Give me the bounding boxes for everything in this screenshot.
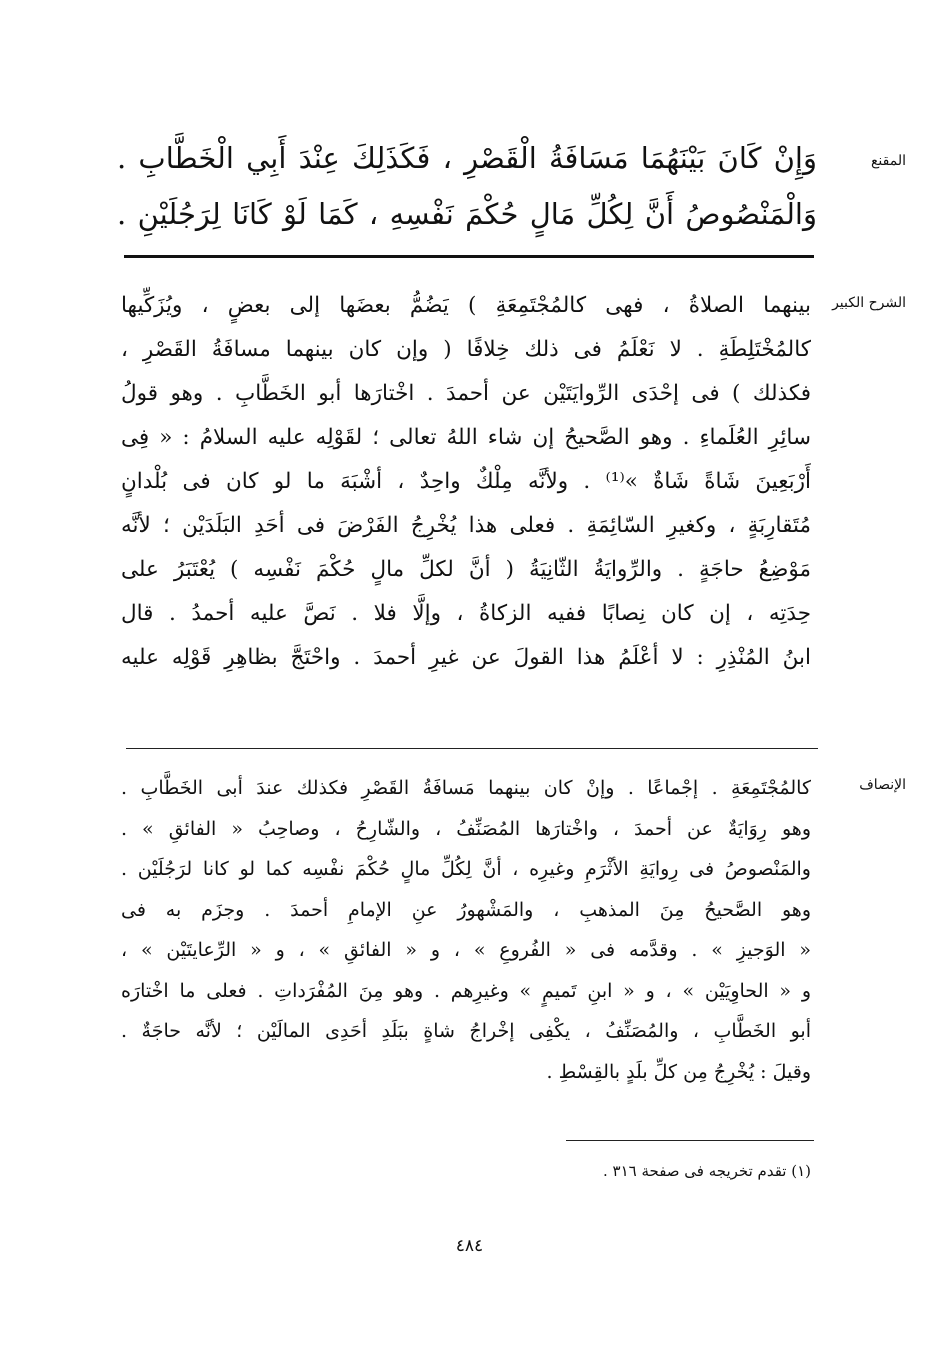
section-divider-thin [126, 748, 818, 749]
insaf-line: أبو الخَطَّابِ ، والمُصَنِّفُ ، يكْفِى إخْراجُ شاةٍ ببَلَدِ أحَدِى المالَيْن ؛ لأنَّه حاجَةٌ . [121, 1020, 811, 1042]
sharh-line: كالمُخْتَلِطَةِ . لا نَعْلَمُ فى ذلك خِلافًا ( وإن كان بينهما مسافَةُ القَصْرِ ، [121, 337, 811, 362]
muqni-text [117, 130, 817, 242]
sharh-line: ابنُ المُنْذِرِ : لا أعْلَمُ هذا القولَ عن غيرِ أحمدَ . واحْتَجَّ بظاهِرِ قَوْلِه عليه [121, 645, 811, 670]
insaf-text [121, 768, 811, 1092]
insaf-line: و « الحاوِيَيْن » ، و « ابنِ تَميمٍ » وغيرِهم . وهو مِنَ المُفْرَداتِ . فعلى ما اخْتارَه [121, 979, 811, 1002]
muqni-line: وَإِنْ كَانَ بَيْنَهُمَا مَسَافَةُ الْقَصْرِ ، فَكَذَلِكَ عِنْدَ أَبِي الْخَطَّابِ . [117, 141, 817, 175]
sharh-line: حِدَتِه ، إن كان نِصابًا ففيه الزكاةُ ، وإلَّا فلا . نَصَّ عليه أحمدُ . قال [121, 601, 811, 626]
sharh-line: مَوْضِعُ حاجَةٍ . والرِّوايَةُ الثّانِيَةُ ( أنَّ لكلِّ مالٍ حُكْمَ نَفْسِه ) يُعْتَبَرُ على [121, 557, 811, 582]
insaf-line: كالمُجْتَمِعَةِ . إجْماعًا . وإنْ كان بينهما مَسافَةُ القَصْرِ فكذلك عندَ أبى الخَطَّابِ . [121, 777, 811, 799]
insaf-line: « الوَجيزِ » . وقدَّمه فى « الفُروعِ » ، و « الفائقِ » ، و « الرِّعايتَيْن » ، [121, 939, 811, 961]
page-number: ٤٨٤ [455, 1236, 484, 1256]
sharh-text [121, 284, 811, 680]
insaf-line: والمَنْصوصُ فى رِوايَةِ الأثْرَمِ وغيرِه ، أنَّ لِكُلِّ مالٍ حُكْمَ نفْسِه كما لو كانا لرَجُلَيْن . [121, 858, 811, 880]
insaf-line: وهو رِوَايَةٌ عن أحمدَ ، واخْتارَها المُصَنِّفُ ، والشّارِحُ ، وصاحِبُ « الفائقِ » . [121, 817, 811, 840]
insaf-line: وقيلَ : يُخْرِجُ مِن كلِّ بلَدٍ بالقِسْطِ . [546, 1060, 811, 1083]
sharh-line: فكذلك ) فى إحْدَى الرِّوايَتَيْن عن أحمدَ . اخْتارَها أبو الخَطَّابِ . وهو قولُ [121, 381, 811, 406]
insaf-line: وهو الصَّحيحُ مِنَ المذهبِ ، والمَشْهورُ عنِ الإمامِ أحمدَ . وجزَم به فى [121, 898, 811, 921]
insaf-label: الإنصاف [859, 777, 906, 793]
sharh-label: الشرح الكبير [832, 295, 906, 311]
sharh-line: بينهما الصلاةُ ، فهى كالمُجْتَمِعَةِ ) يَضُمُّ بعضَها إلى بعضٍ ، ويُزَكِّيها [121, 293, 811, 318]
section-divider-thick [124, 255, 814, 258]
muqni-label: المقنع [870, 153, 906, 169]
sharh-line: مُتَقارِبَةٍ ، وكغيرِ السّائِمَةِ . فعلى هذا يُخْرِجُ الفَرْضَ فى أحَدِ البَلَدَيْن ؛ لأنَّه [121, 513, 811, 538]
footnote-divider [566, 1140, 814, 1141]
footnote: (١) تقدم تخريجه فى صفحة ٣١٦ . [602, 1162, 811, 1180]
muqni-line: وَالْمَنْصُوصُ أَنَّ لِكُلِّ مَالٍ حُكْمَ نَفْسِهِ ، كَمَا لَوْ كَانَا لِرَجُلَيْنِ . [117, 197, 817, 231]
sharh-line: أَرْبَعِينَ شَاةً شَاةٌ »⁽¹⁾ . ولأنَّه مِلْكٌ واحِدٌ ، أشْبَهَ ما لو كان فى بُلْدانٍ [121, 469, 811, 494]
sharh-line: سائِرِ العُلَماءِ . وهو الصَّحيحُ إن شاء اللهُ تعالى ؛ لقَوْلِه عليه السلامُ : « فِى [121, 425, 811, 450]
